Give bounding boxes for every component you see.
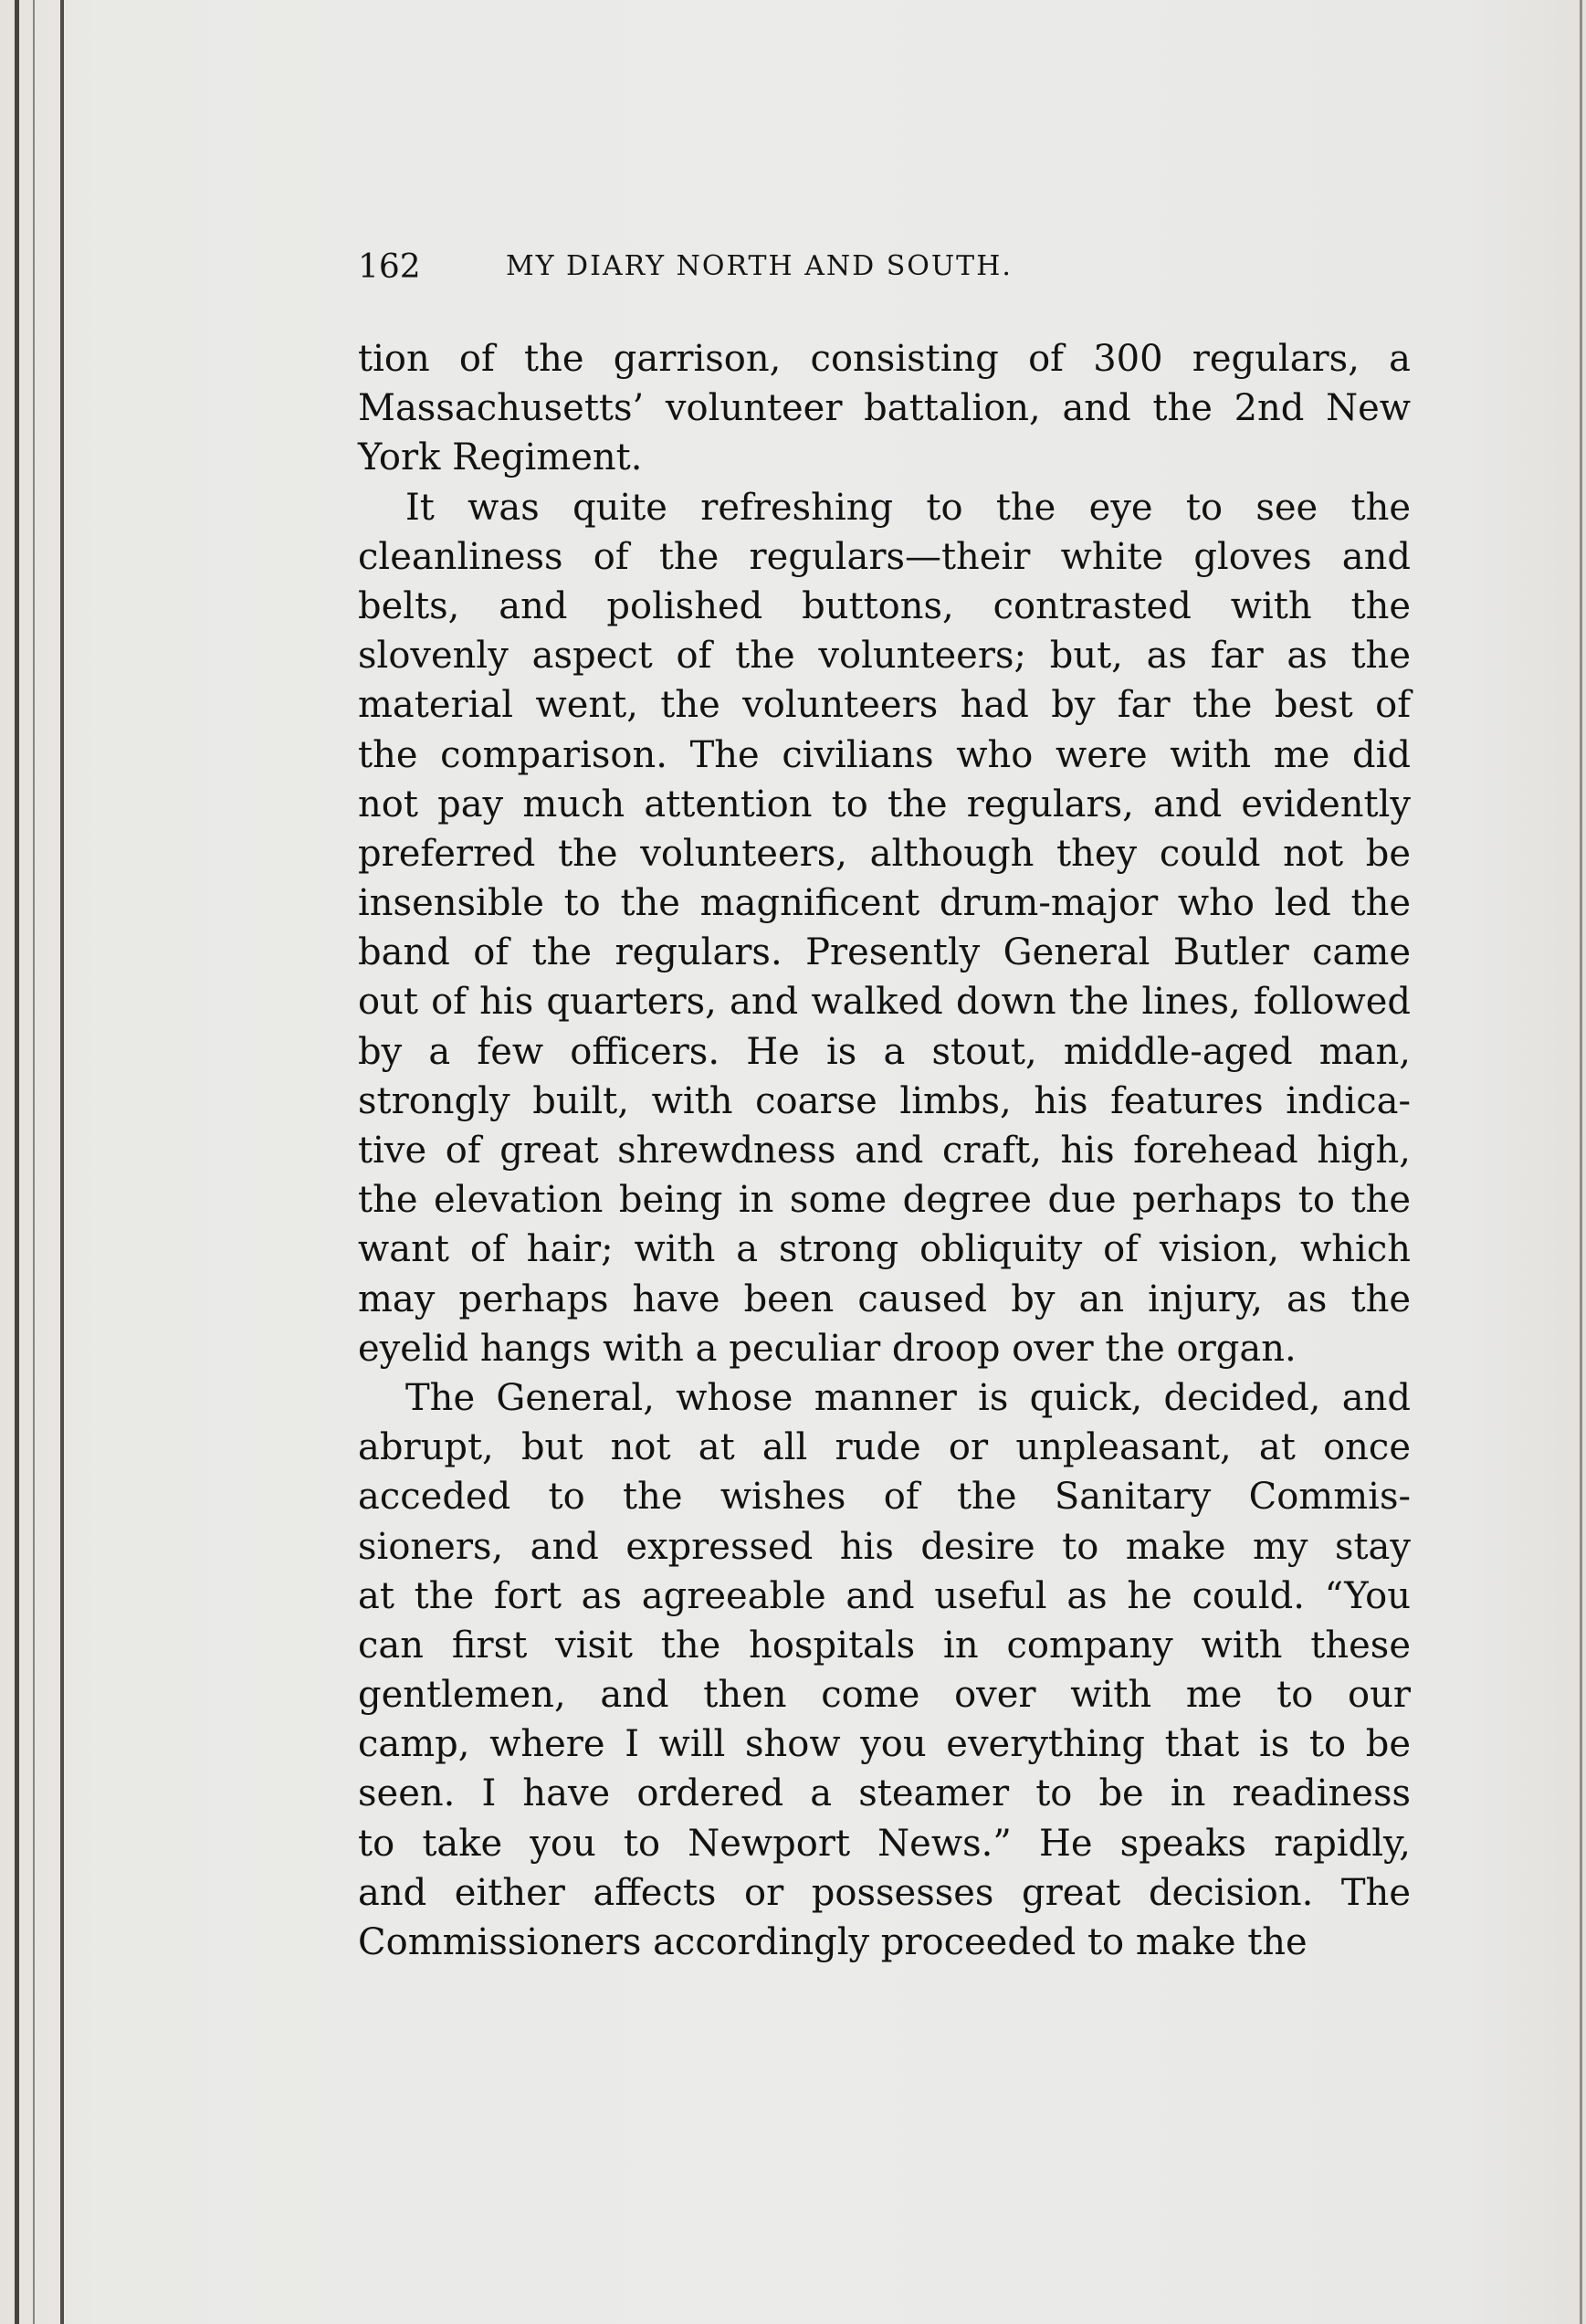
page-edge-shadow — [15, 0, 19, 2324]
text-line: sioners, and expressed his desire to make my stay — [358, 1525, 1411, 1568]
text-line: York Regiment. — [358, 436, 643, 479]
text-line: gentlemen, and then come over with me to our — [358, 1674, 1411, 1717]
text-line: can first visit the hospitals in company with these — [358, 1624, 1411, 1667]
text-line: the comparison. The civilians who were with me did — [358, 733, 1411, 776]
text-line: The General, whose manner is quick, decided, and — [405, 1376, 1411, 1419]
paragraph — [358, 483, 1411, 1373]
text-line: slovenly aspect of the volunteers; but, as far as the — [358, 635, 1411, 678]
text-line: by a few officers. He is a stout, middle-aged man, — [358, 1030, 1411, 1073]
text-line: cleanliness of the regulars—their white gloves and — [358, 535, 1411, 578]
text-line: Commissioners accordingly proceeded to make the — [358, 1921, 1308, 1963]
page-number: 162 — [358, 248, 421, 286]
text-line: camp, where I will show you everything that is to be — [358, 1723, 1411, 1766]
paragraph — [358, 334, 1411, 483]
text-line: at the fort as agreeable and useful as he could. “You — [358, 1574, 1411, 1617]
page-edge-shadow — [33, 0, 35, 2324]
text-line: preferred the volunteers, although they could not be — [358, 832, 1411, 875]
text-line: may perhaps have been caused by an injury, as the — [358, 1278, 1411, 1320]
page-edge-shadow — [60, 0, 64, 2324]
text-line: insensible to the magnificent drum-major who led the — [358, 882, 1411, 925]
text-line: Massachusetts’ volunteer battalion, and the 2nd New — [358, 387, 1411, 430]
text-line: abrupt, but not at all rude or unpleasant, at once — [358, 1426, 1411, 1469]
text-line: strongly built, with coarse limbs, his features indica- — [358, 1079, 1411, 1122]
body-text — [358, 334, 1411, 1967]
text-line: eyelid hangs with a peculiar droop over the organ. — [358, 1327, 1297, 1370]
text-line: out of his quarters, and walked down the lines, followed — [358, 981, 1411, 1024]
page-edge-shadow — [1580, 0, 1582, 2324]
text-line: It was quite refreshing to the eye to see the — [405, 486, 1411, 529]
text-line: material went, the volunteers had by far the best of — [358, 684, 1411, 727]
page-header — [358, 248, 1426, 303]
text-line: tive of great shrewdness and craft, his forehead high, — [358, 1130, 1411, 1172]
text-line: and either affects or possesses great decision. The — [358, 1871, 1411, 1914]
text-line: not pay much attention to the regulars, and evidently — [358, 783, 1411, 825]
paragraph — [358, 1373, 1411, 1967]
text-line: belts, and polished buttons, contrasted with the — [358, 584, 1411, 627]
running-head: MY DIARY NORTH AND SOUTH. — [506, 250, 1013, 282]
text-line: tion of the garrison, consisting of 300 regulars, a — [358, 338, 1411, 380]
text-line: band of the regulars. Presently General Butler came — [358, 931, 1411, 974]
text-line: to take you to Newport News.” He speaks rapidly, — [358, 1822, 1411, 1865]
text-line: the elevation being in some degree due perhaps to the — [358, 1179, 1411, 1222]
text-line: acceded to the wishes of the Sanitary Commis- — [358, 1476, 1411, 1519]
text-line: seen. I have ordered a steamer to be in readiness — [358, 1772, 1411, 1815]
text-line: want of hair; with a strong obliquity of vision, which — [358, 1228, 1411, 1271]
